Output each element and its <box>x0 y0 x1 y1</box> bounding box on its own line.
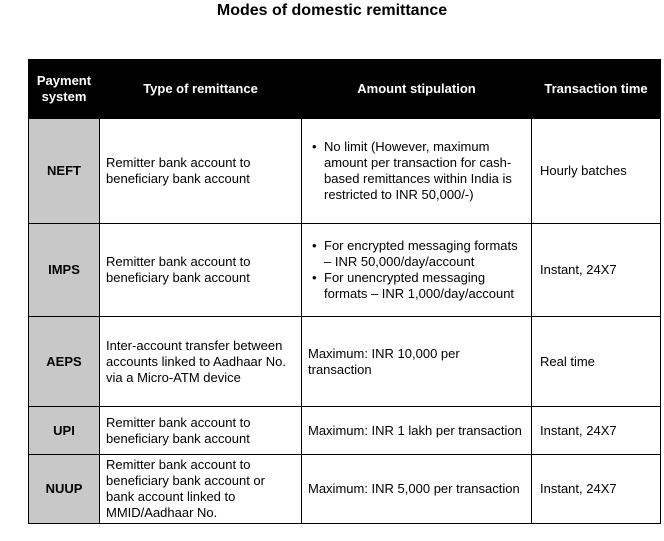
remittance-table <box>28 59 661 524</box>
header-payment-system: Payment system <box>29 60 100 119</box>
cell-time: Instant, 24X7 <box>532 224 661 317</box>
cell-system: NEFT <box>29 119 100 224</box>
header-transaction-time: Transaction time <box>532 60 661 119</box>
cell-type: Remitter bank account to beneficiary bank account <box>100 224 302 317</box>
table-row <box>29 224 661 317</box>
table-header-row <box>29 60 661 119</box>
cell-amount <box>302 224 532 317</box>
cell-system: AEPS <box>29 317 100 407</box>
bullet-icon: • <box>312 139 317 154</box>
cell-amount: Maximum: INR 10,000 per transaction <box>302 317 532 407</box>
table-row <box>29 407 661 455</box>
amount-bullet <box>308 139 525 203</box>
amount-bullet <box>308 238 525 270</box>
cell-time: Instant, 24X7 <box>532 407 661 455</box>
cell-system: UPI <box>29 407 100 455</box>
cell-type: Remitter bank account to beneficiary bank account <box>100 119 302 224</box>
amount-bullet-text: For unencrypted messaging formats – INR 1,000/day/account <box>324 270 515 301</box>
cell-type: Remitter bank account to beneficiary bank account or bank account linked to MMID/Aadhaar No. <box>100 455 302 524</box>
amount-bullet-text: For encrypted messaging formats – INR 50,000/day/account <box>324 238 518 269</box>
table-row <box>29 317 661 407</box>
cell-time: Real time <box>532 317 661 407</box>
cell-time: Instant, 24X7 <box>532 455 661 524</box>
table-row <box>29 455 661 524</box>
amount-bullet-list <box>308 238 525 302</box>
header-type-of-remittance: Type of remittance <box>100 60 302 119</box>
header-amount-stipulation: Amount stipulation <box>302 60 532 119</box>
amount-bullet <box>308 270 525 302</box>
bullet-icon: • <box>312 238 317 253</box>
cell-system: IMPS <box>29 224 100 317</box>
cell-type: Inter-account transfer between accounts linked to Aadhaar No. via a Micro-ATM device <box>100 317 302 407</box>
cell-amount <box>302 119 532 224</box>
page-title: Modes of domestic remittance <box>216 2 448 19</box>
cell-amount: Maximum: INR 5,000 per transaction <box>302 455 532 524</box>
cell-time: Hourly batches <box>532 119 661 224</box>
amount-bullet-list <box>308 139 525 203</box>
cell-system: NUUP <box>29 455 100 524</box>
table-row <box>29 119 661 224</box>
cell-type: Remitter bank account to beneficiary bank account <box>100 407 302 455</box>
cell-amount: Maximum: INR 1 lakh per transaction <box>302 407 532 455</box>
amount-bullet-text: No limit (However, maximum amount per transaction for cash-based remittances within India is restricted to INR 50,000/-) <box>324 139 512 202</box>
bullet-icon: • <box>312 270 317 285</box>
